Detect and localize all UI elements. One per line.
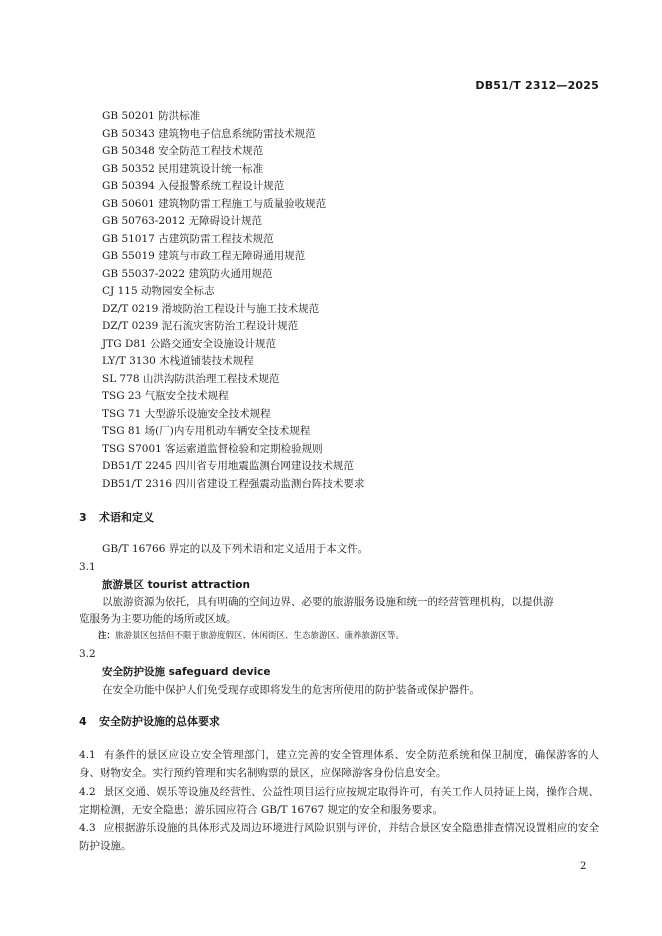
reference-item: GB 55037-2022 建筑防火通用规范 bbox=[102, 267, 273, 280]
reference-item: GB 50601 建筑物防雷工程施工与质量验收规范 bbox=[102, 197, 327, 210]
section-4-heading bbox=[79, 713, 220, 729]
section-3-number: 3 bbox=[79, 511, 87, 524]
page-number: 2 bbox=[580, 861, 587, 872]
clause-4-1 bbox=[79, 746, 599, 782]
reference-item: TSG 23 气瓶安全技术规程 bbox=[102, 390, 229, 402]
section-3-title: 术语和定义 bbox=[99, 511, 154, 524]
reference-item: SL 778 山洪沟防洪治理工程技术规范 bbox=[102, 372, 280, 385]
section-3-heading bbox=[79, 509, 154, 525]
clause-4-3-text: 应根据游乐设施的具体形式及周边环境进行风险识别与评价，并结合景区安全隐患排查情况设置相应的安全防护设施。 bbox=[79, 822, 599, 852]
clause-4-3 bbox=[79, 819, 599, 855]
term-3-2-name: 安全防护设施 safeguard device bbox=[102, 666, 271, 678]
reference-item: LY/T 3130 木栈道铺装技术规程 bbox=[102, 355, 254, 367]
section-4-title: 安全防护设施的总体要求 bbox=[99, 715, 220, 728]
reference-item: GB 50201 防洪标准 bbox=[102, 110, 201, 122]
reference-item: CJ 115 动物园安全标志 bbox=[102, 285, 215, 297]
term-3-1-note bbox=[98, 629, 404, 643]
reference-item: TSG 71 大型游乐设施安全技术规程 bbox=[102, 407, 271, 420]
reference-item: GB 50763-2012 无障碍设计规范 bbox=[102, 215, 262, 227]
document-code-header: DB51/T 2312—2025 bbox=[475, 79, 599, 92]
term-3-1-name: 旅游景区 tourist attraction bbox=[102, 579, 250, 591]
normative-references-list bbox=[102, 108, 364, 493]
reference-item: DZ/T 0219 滑坡防治工程设计与施工技术规范 bbox=[102, 302, 320, 315]
reference-item: TSG 81 场(厂)内专用机动车辆安全技术规程 bbox=[102, 425, 311, 437]
clause-4-2-number: 4.2 bbox=[79, 786, 96, 798]
term-3-2-number: 3.2 bbox=[79, 648, 96, 660]
clause-4-2 bbox=[79, 783, 599, 819]
section-3-intro: GB/T 16766 界定的以及下列术语和定义适用于本文件。 bbox=[102, 543, 369, 555]
section-4-number: 4 bbox=[79, 715, 87, 728]
reference-item: GB 50394 入侵报警系统工程设计规范 bbox=[102, 180, 285, 192]
clause-4-1-number: 4.1 bbox=[79, 749, 96, 761]
clause-4-3-number: 4.3 bbox=[79, 822, 96, 834]
reference-item: GB 55019 建筑与市政工程无障碍通用规范 bbox=[102, 250, 306, 262]
note-label: 注： bbox=[98, 631, 116, 641]
clause-4-1-text: 有条件的景区应设立安全管理部门，建立完善的安全管理体系、安全防范系统和保卫制度，确保游客的人身、财物安全。实行预约管理和实名制购票的景区，应保障游客身份信息安全。 bbox=[79, 749, 599, 779]
term-3-2-definition: 在安全功能中保护人们免受现存或即将发生的危害所使用的防护装备或保护器件。 bbox=[102, 684, 480, 696]
term-3-1-definition-line-2: 览服务为主要功能的场所或区域。 bbox=[79, 613, 237, 625]
reference-item: GB 50352 民用建筑设计统一标准 bbox=[102, 162, 264, 175]
reference-item: JTG D81 公路交通安全设施设计规范 bbox=[102, 337, 277, 350]
reference-item: DB51/T 2316 四川省建设工程强震动监测台阵技术要求 bbox=[102, 477, 365, 490]
reference-item: GB 51017 古建筑防雷工程技术规范 bbox=[102, 232, 274, 245]
reference-item: GB 50343 建筑物电子信息系统防雷技术规范 bbox=[102, 127, 316, 140]
reference-item: DZ/T 0239 泥石流灾害防治工程设计规范 bbox=[102, 320, 299, 332]
note-text: 旅游景区包括但不限于旅游度假区、休闲街区、生态旅游区、康养旅游区等。 bbox=[115, 631, 405, 641]
term-3-1-number: 3.1 bbox=[79, 561, 96, 573]
reference-item: DB51/T 2245 四川省专用地震监测台网建设技术规范 bbox=[102, 460, 354, 472]
clause-4-2-text: 景区交通、娱乐等设施及经营性、公益性项目运行应按规定取得许可，有关工作人员持证上岗，操作合规、定期检测，无安全隐患；游乐园应符合 GB/T 16767 规定的安全和服务要求。 bbox=[79, 786, 599, 816]
reference-item: TSG S7001 客运索道监督检验和定期检验规则 bbox=[102, 442, 323, 455]
reference-item: GB 50348 安全防范工程技术规范 bbox=[102, 145, 264, 157]
term-3-1-definition-line-1: 以旅游资源为依托，具有明确的空间边界、必要的旅游服务设施和统一的经营管理机构，以提供游 bbox=[102, 596, 554, 608]
